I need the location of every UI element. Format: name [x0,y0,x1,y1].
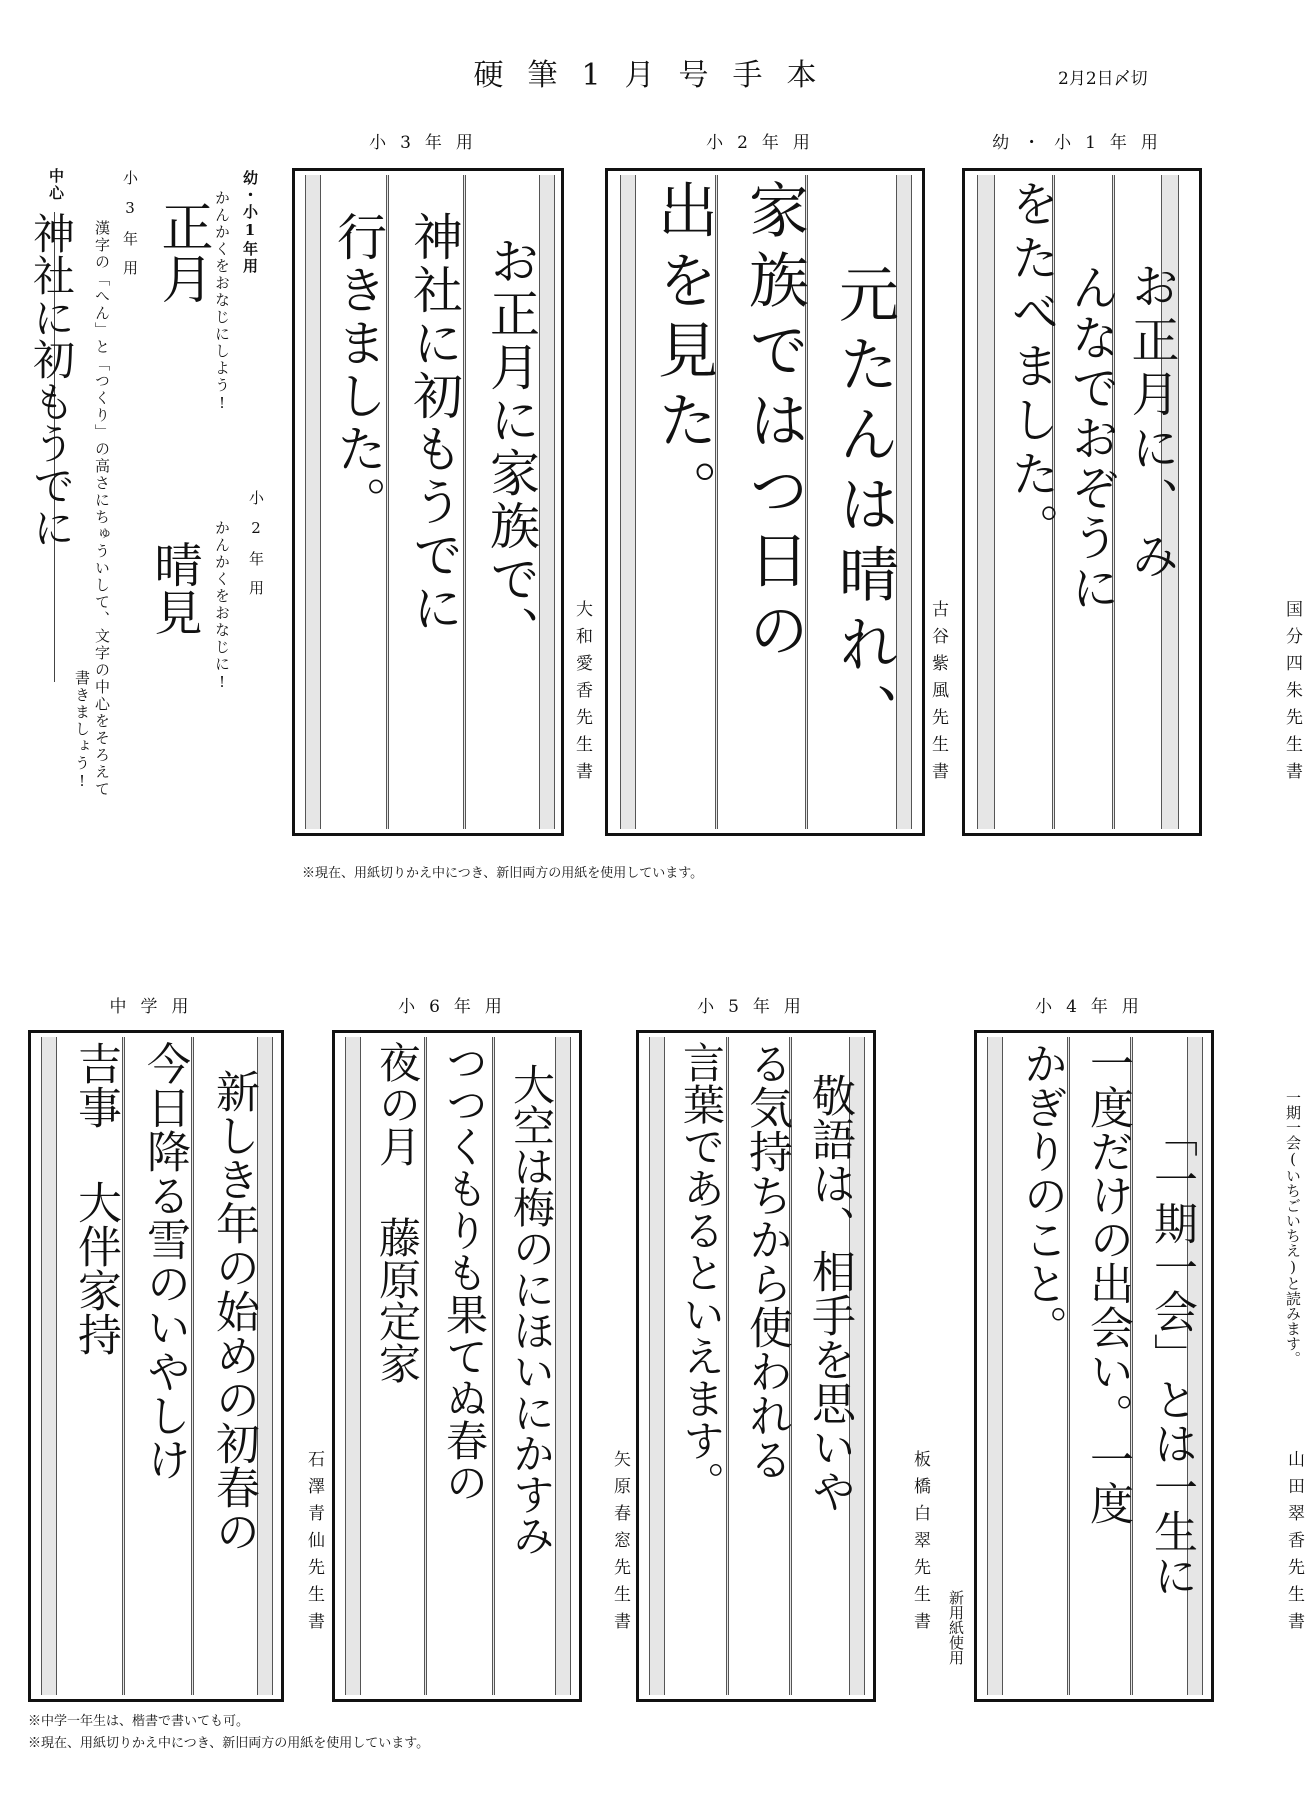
margin-col [977,175,995,829]
hand-line-1: 大空は梅のにほいにかすみ [507,1063,556,1555]
teacher-y3: 大和愛香先生書 [572,600,592,789]
note-bottom-1: ※中学一年生は、楷書で書いても可。 [28,1714,250,1729]
hand-line-2: る気持ちから使われる [741,1041,792,1481]
guide-y2-label: 小2年用 [247,490,265,609]
side-note-y4: 一期一会(いちごいちえ)と読みます。 [1284,1090,1302,1366]
guide-y3-tip1: 漢字の「へん」と「つくり」の高さにちゅういして、文字の中心をそろえて [93,220,111,798]
teacher-jhs: 石澤青仙先生書 [304,1450,324,1639]
panel-y2 [605,168,925,836]
teacher-y6: 矢原春窓先生書 [610,1450,630,1639]
teacher-y5: 板橋白翠先生書 [910,1450,930,1639]
hand-line-3: 行きました。 [329,211,387,529]
panel-y5 [636,1030,876,1702]
hand-line-1: 「一期一会」とは一生に [1146,1113,1197,1597]
hand-line-1: 新しき年の始めの初春の [208,1069,259,1553]
deadline: 2月2日〆切 [1058,69,1148,89]
hand-line-3: をたべました。 [1003,179,1059,557]
hand-line-2: 神社に初もうでに [405,211,463,635]
guide-y1-sample: 正月 [152,200,212,304]
margin-col [987,1037,1003,1695]
hand-line-2: 今日降る雪のいやしけ [139,1041,190,1481]
grade-label-y3: 小3年用 [369,133,487,153]
page-title: 硬筆1月号手本 [473,58,841,93]
margin-col [41,1037,57,1695]
center-sample: 神社に初もうでに [27,212,76,548]
margin-col [345,1037,361,1695]
hand-line-3: 吉事 大伴家持 [70,1041,121,1356]
hand-line-1: お正月に家族で、 [482,235,540,659]
grade-label-jhs: 中学用 [109,997,203,1017]
panel-y1 [962,168,1202,836]
guide-y2-sample: 晴見 [146,540,202,636]
hand-line-2: 家族ではつ日の [739,179,809,669]
panel-jhs [28,1030,284,1702]
hand-line-3: かぎりのこと。 [1016,1041,1067,1349]
note-top: ※現在、用紙切りかえ中につき、新旧両方の用紙を使用しています。 [302,866,704,881]
grade-label-y4: 小4年用 [1035,997,1153,1017]
teacher-y1: 国分四朱先生書 [1282,600,1302,789]
guide-y1-label: 幼・小1年用 [241,170,259,275]
hand-line-1: お正月に、み [1123,261,1179,585]
hand-line-3: 夜の月 藤原定家 [373,1041,422,1384]
grade-label-y6: 小6年用 [398,997,516,1017]
guide-y1-tip: かんかくをおなじにしよう! [213,190,231,414]
guide-y2-tip: かんかくをおなじに! [213,520,231,693]
guide-y3-tip2: 書きましょう! [73,670,91,792]
hand-line-2: んなでおぞうに [1063,263,1119,613]
teacher-y4: 山田翠香先生書 [1284,1450,1304,1639]
margin-col [305,175,321,829]
hand-line-2: 一度だけの出会い。一度 [1082,1041,1133,1525]
grade-label-y2: 小2年用 [706,133,824,153]
note-bottom-2: ※現在、用紙切りかえ中につき、新旧両方の用紙を使用しています。 [28,1736,430,1751]
side-note-y5: 新用紙使用 [947,1590,965,1665]
center-label: 中心 [47,168,65,202]
hand-line-1: 敬語は、相手を思いや [804,1073,855,1513]
panel-y6 [332,1030,582,1702]
panel-y4 [974,1030,1214,1702]
grade-label-y1: 幼・小1年用 [992,133,1172,153]
hand-line-2: つつくもりも果てぬ春の [440,1041,489,1503]
margin-col [620,175,636,829]
hand-line-3: 言葉であるといえます。 [677,1041,726,1503]
margin-col [649,1037,665,1695]
grade-label-y5: 小5年用 [697,997,815,1017]
hand-line-3: 出を見た。 [648,179,718,529]
teacher-y2: 古谷紫風先生書 [928,600,948,789]
hand-line-1: 元たんは晴れ、 [829,263,899,753]
panel-y3 [292,168,564,836]
guide-y3-label: 小3年用 [121,170,139,289]
